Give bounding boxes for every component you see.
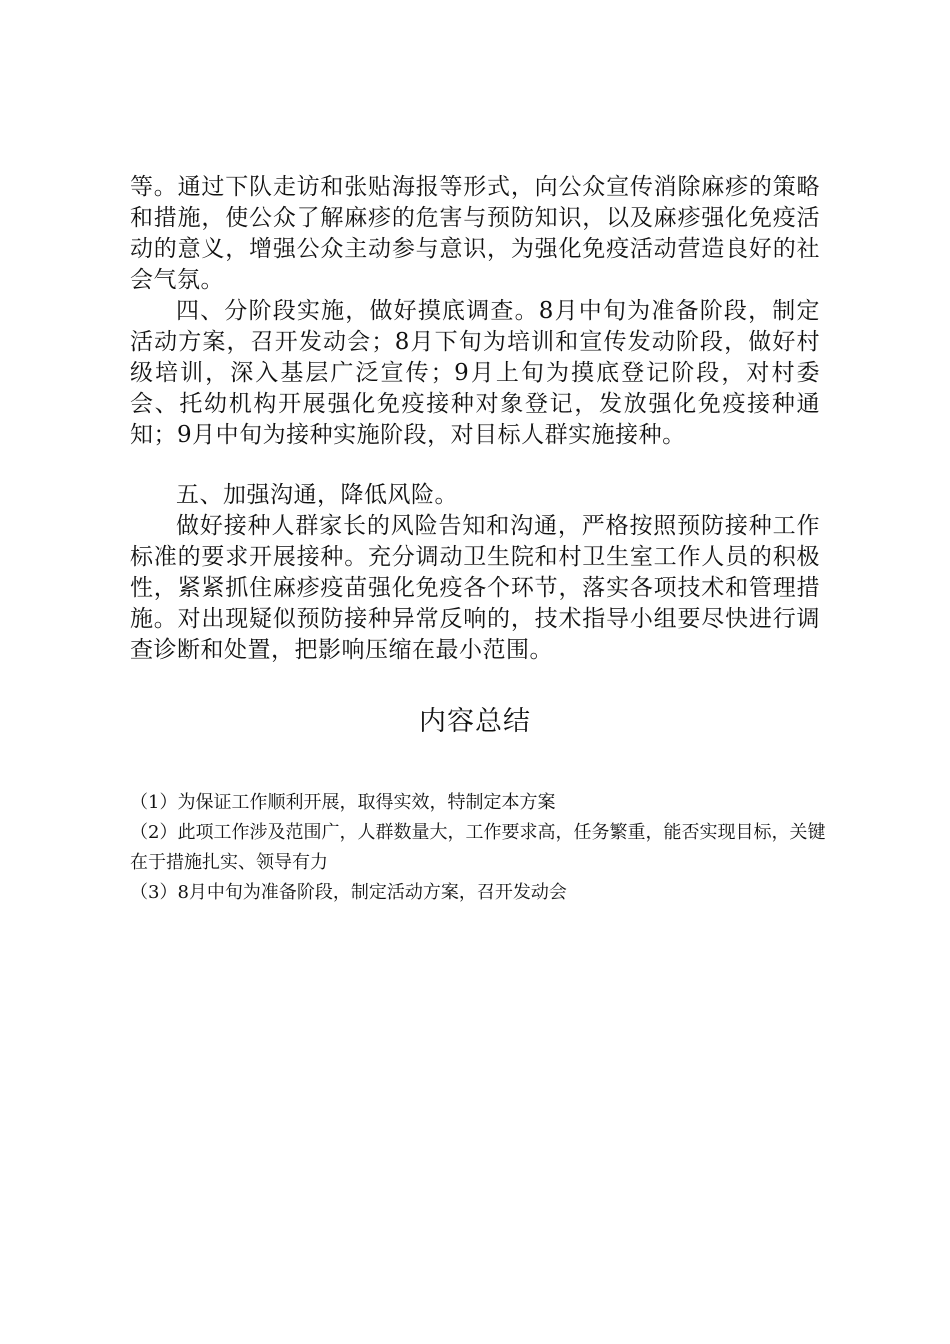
summary-title: 内容总结 xyxy=(419,706,531,737)
summary-item: （1）为保证工作顺利开展，取得实效，特制定本方案 xyxy=(130,792,556,813)
summary-item: （3）8月中旬为准备阶段，制定活动方案，召开发动会 xyxy=(130,882,567,903)
heading-text: 五、加强沟通，降低风险。 xyxy=(176,482,458,508)
section-heading-communication xyxy=(130,480,820,511)
paragraph-text: 等。通过下队走访和张贴海报等形式，向公众宣传消除麻疹的策略和措施，使公众了解麻疹的危害与预防知识，以及麻疹强化免疫活动的意义，增强公众主动参与意识，为强化免疫活动营造良好的社会气氛。 xyxy=(130,174,820,293)
summary-item: （2）此项工作涉及范围广，人群数量大，工作要求高，任务繁重，能否实现目标，关键在于措施扎实、领导有力 xyxy=(130,822,826,873)
summary-list xyxy=(130,788,830,908)
paragraph-phased-implementation xyxy=(130,296,820,451)
paragraph-text: 四、分阶段实施，做好摸底调查。8月中旬为准备阶段，制定活动方案，召开发动会；8月下旬为培训和宣传发动阶段，做好村级培训，深入基层广泛宣传；9月上旬为摸底登记阶段，对村委会、托幼机构开展强化免疫接种对象登记，发放强化免疫接种通知；9月中旬为接种实施阶段，对目标人群实施接种。 xyxy=(130,298,820,448)
paragraph-risk-communication xyxy=(130,511,820,666)
paragraph-continuation xyxy=(130,172,820,296)
paragraph-text: 做好接种人群家长的风险告知和沟通，严格按照预防接种工作标准的要求开展接种。充分调动卫生院和村卫生室工作人员的积极性，紧紧抓住麻疹疫苗强化免疫各个环节，落实各项技术和管理措施。对出现疑似预防接种异常反响的，技术指导小组要尽快进行调查诊断和处置，把影响压缩在最小范围。 xyxy=(130,513,820,663)
